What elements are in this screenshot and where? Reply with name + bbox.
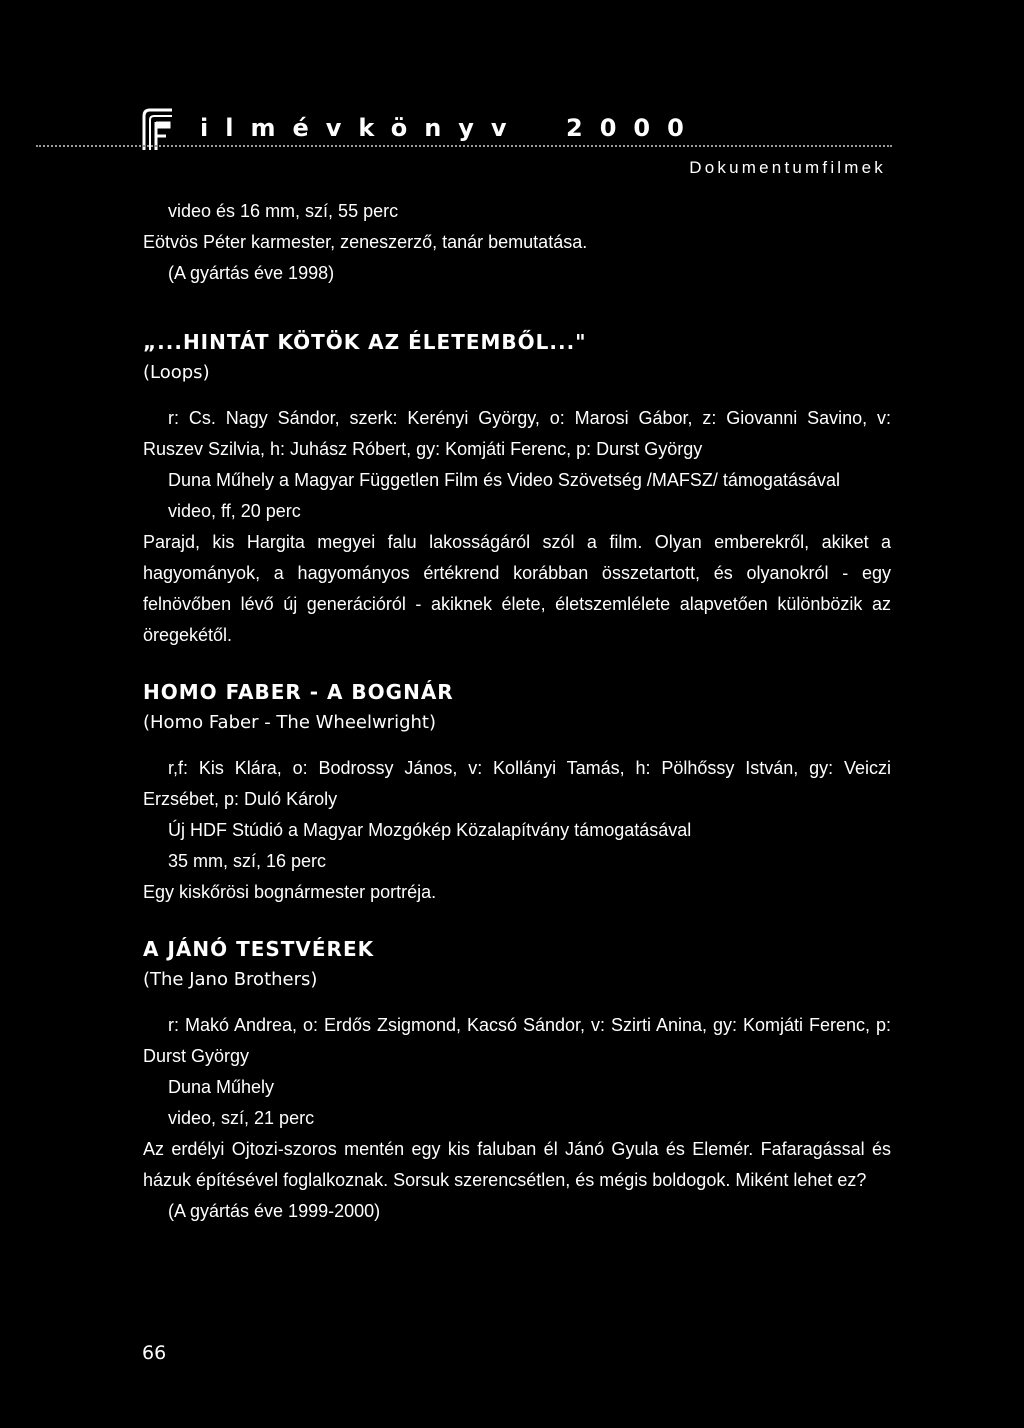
film-credits: r: Cs. Nagy Sándor, szerk: Kerényi György, o: Marosi Gábor, z: Giovanni Savino, v: Ruszev Szilvia, h: Juhász Róbert, gy: Komjáti Ferenc, p: Durst György [143, 408, 891, 459]
film-description: Az erdélyi Ojtozi-szoros mentén egy kis faluban él Jánó Gyula és Elemér. Fafaragással és házuk építésével foglalkoznak. Sorsuk szerencsétlen, és mégis boldogok. Miként lehet ez? [143, 1139, 891, 1190]
film-format: video, szí, 21 perc [168, 1108, 315, 1128]
page-content [143, 196, 891, 1227]
film-production: Duna Műhely a Magyar Független Film és Video Szövetség /MAFSZ/ támogatásával [168, 470, 840, 490]
series-title: ilmévkönyv [200, 114, 524, 142]
entry-year-note: (A gyártás éve 1998) [168, 263, 335, 283]
running-header [0, 96, 1024, 186]
film-description: Egy kiskőrösi bognármester portréja. [143, 882, 437, 902]
section-name: Dokumentumfilmek [689, 158, 886, 177]
film-entry [143, 327, 891, 651]
film-original-title: (Homo Faber - The Wheelwright) [143, 712, 437, 733]
page-number: 66 [142, 1342, 167, 1364]
series-year: 2000 [566, 114, 701, 142]
film-description: Parajd, kis Hargita megyei falu lakosságáról szól a film. Olyan emberekről, akiket a hagyományok, a hagyományos értékrend korábban összetartott, és olyanokról - egy felnövőben lévő új generációról - akiknek élete, életszemlélete alapvetően különbözik az öregekétől. [143, 532, 891, 645]
film-format: 35 mm, szí, 16 perc [168, 851, 327, 871]
header-divider [36, 145, 892, 147]
film-credits: r,f: Kis Klára, o: Bodrossy János, v: Kollányi Tamás, h: Pölhőssy István, gy: Veiczi Erzsébet, p: Duló Károly [143, 758, 891, 809]
previous-entry-continuation [143, 196, 891, 289]
film-credits: r: Makó Andrea, o: Erdős Zsigmond, Kacsó Sándor, v: Szirti Anina, gy: Komjáti Ferenc, p: Durst György [143, 1015, 891, 1066]
film-format: video, ff, 20 perc [168, 501, 301, 521]
film-title: „...HINTÁT KÖTÖK AZ ÉLETEMBŐL..." [143, 330, 587, 354]
film-title: A JÁNÓ TESTVÉREK [143, 937, 375, 961]
film-original-title: (Loops) [143, 362, 210, 383]
film-original-title: (The Jano Brothers) [143, 969, 318, 990]
film-title: HOMO FABER - A BOGNÁR [143, 680, 454, 704]
film-year-note: (A gyártás éve 1999-2000) [168, 1201, 381, 1221]
film-production: Duna Műhely [168, 1077, 275, 1097]
film-production: Új HDF Stúdió a Magyar Mozgókép Közalapítvány támogatásával [168, 820, 692, 840]
entry-format: video és 16 mm, szí, 55 perc [168, 201, 399, 221]
film-entry [143, 934, 891, 1227]
entry-description: Eötvös Péter karmester, zeneszerző, tanár bemutatása. [143, 232, 588, 252]
film-entry [143, 677, 891, 908]
